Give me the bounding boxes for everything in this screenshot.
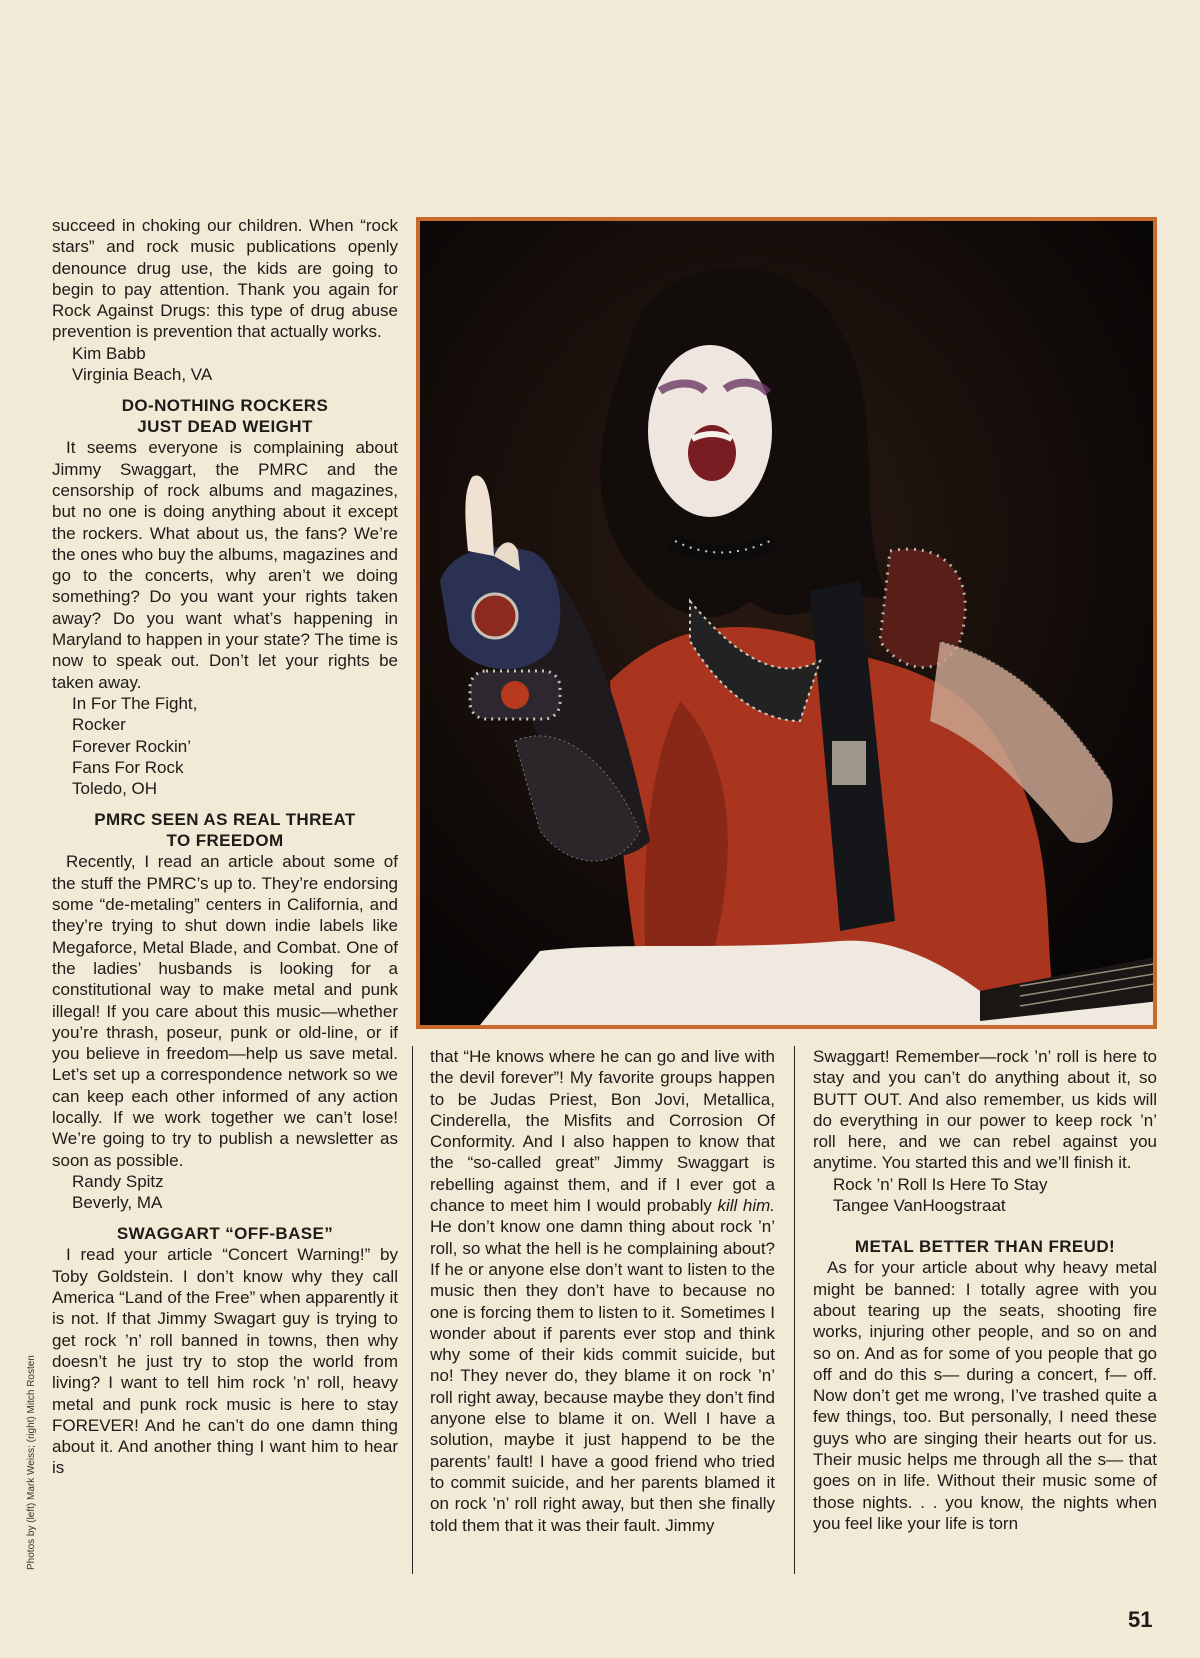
headline-line: METAL BETTER THAN FREUD! (854, 1237, 1116, 1257)
signature-line: Forever Rockin’ (72, 736, 192, 756)
signature-line: Tangee VanHoogstraat (833, 1196, 1006, 1216)
column-divider (794, 1046, 795, 1574)
headline-line: PMRC SEEN AS REAL THREAT (94, 810, 356, 830)
letter-body: I read your article “Concert Warning!” by Toby Goldstein. I don’t know why they call America “Land of the Free” when apparently it is not. If that Jimmy Swagart guy is trying to get rock ’n’ roll banned in towns, then why doesn’t he just try to stop the world from living? I want to tell him rock ’n’ roll, heavy metal and punk rock music is here to stay FOREVER! And he can’t do one damn thing about it. And another thing I want him to hear is (52, 1245, 398, 1478)
signature-line: Toledo, OH (72, 779, 158, 799)
page-number: 51 (1128, 1607, 1153, 1632)
signature-line: Rock ’n’ Roll Is Here To Stay (833, 1174, 1048, 1194)
rocker-photo-illustration (420, 221, 1153, 1025)
letter-body-continued (430, 1046, 775, 1536)
letter-body: As for your article about why heavy metal might be banned: I totally agree with you about tearing up the seats, shooting fire works, injuring other people, and so on and so on. And as for some of you people that go off and do this s— during a concert, f— off. Now don’t get me wrong, I’ve trashed quite a few things, too. But personally, I need these guys who are singing their hearts out for us. Their music helps me through all the s— that goes on in life. Without their music some of those nights. . . you know, the nights when you feel like your life is torn (813, 1258, 1157, 1533)
letter-body: Recently, I read an article about some of the stuff the PMRC’s up to. They’re endorsing some “de-metaling” centers in California, and they’re trying to shut down indie labels like Megaforce, Metal Blade, and Combat. One of the ladies’ husbands is looking for a constitutional way to make metal and punk illegal! If you care about this music—whether you’re thrash, poseur, punk or old-line, or if you believe in freedom—help us save metal. Let’s set up a correspondence network so we can keep each other informed of any action locally. If we work together we can’t lose! We’re going to try to publish a newsletter as soon as possible. (52, 852, 398, 1170)
headline-line: SWAGGART “OFF-BASE” (116, 1224, 334, 1244)
letter-signature (52, 693, 398, 799)
signature-line: Virginia Beach, VA (72, 365, 213, 385)
letter-headline (52, 809, 398, 851)
letter-signature (813, 1174, 1157, 1217)
letters-column-3 (813, 1046, 1157, 1534)
letter-body: It seems everyone is complaining about Jimmy Swaggart, the PMRC and the censorship of rock albums and magazines, but no one is doing anything about it except the rockers. What about us, the fans? We’re the ones who buy the albums, magazines and go to the concerts, why aren’t we doing something? Do you want your rights taken away? Do you want what’s happening in Maryland to happen in your state? The time is now to speak out. Don’t let your rights be taken away. (52, 438, 398, 692)
headline-line: DO-NOTHING ROCKERS (121, 396, 329, 416)
column-divider (412, 1046, 413, 1574)
signature-line: Randy Spitz (72, 1171, 164, 1191)
intro-signature (52, 343, 398, 386)
letter-body-continued: Swaggart! Remember—rock ’n’ roll is here to stay and you can’t do anything about it, so BUTT OUT. And also remember, us kids will do everything in our power to keep rock ’n’ roll here, and we can rebel against you anytime. You started this and we’ll finish it. (813, 1047, 1157, 1173)
signature-line: Fans For Rock (72, 757, 184, 777)
letters-column-2 (430, 1046, 775, 1536)
body-text: He don’t know one damn thing about rock ’n’ roll, so what the hell is he complaining about? If he or anyone else don’t want to listen to the music then they don’t have to because no one is forcing them to listen to it. Sometimes I wonder about if parents ever stop and think why some of their kids commit suicide, but no! They never do, they blame it on rock ’n’ roll right away, because maybe they don’t find anyone else to blame it on. Well I have a solution, maybe it just happend to be the parents’ fault! I have a good friend who tried to commit suicide, and her parents blamed it on rock ’n’ roll right away, but then she finally told them that it was their fault. Jimmy (430, 1217, 775, 1535)
italic-text: kill him. (717, 1196, 775, 1216)
signature-line: Kim Babb (72, 343, 146, 363)
headline-line: TO FREEDOM (166, 831, 284, 851)
intro-letter-continued: succeed in choking our children. When “rock stars” and rock music publications openly denounce drug use, the kids are going to begin to pay attention. Thank you again for Rock Against Drugs: this type of drug abuse prevention is prevention that actually works. (52, 216, 398, 342)
headline-line: JUST DEAD WEIGHT (137, 417, 313, 437)
body-text: that “He knows where he can go and live with the devil forever”! My favorite groups happen to be Judas Priest, Bon Jovi, Metallica, Cinderella, the Misfits and Corrosion Of Conformity. And I also happen to know that the “so-called great” Jimmy Swaggart is rebelling against them, and if I ever got a chance to meet him I would probably (430, 1047, 775, 1216)
letter-headline (52, 395, 398, 437)
photo-credit: Photos by (left) Mark Weiss; (right) Mitch Rosten (26, 1355, 37, 1570)
concert-photo (416, 217, 1157, 1029)
letter-headline (813, 1236, 1157, 1257)
signature-line: Beverly, MA (72, 1193, 163, 1213)
signature-line: Rocker (72, 715, 126, 735)
letter-signature (52, 1171, 398, 1214)
signature-line: In For The Fight, (72, 693, 198, 713)
letter-headline (52, 1223, 398, 1244)
letters-column-1 (52, 215, 398, 1479)
